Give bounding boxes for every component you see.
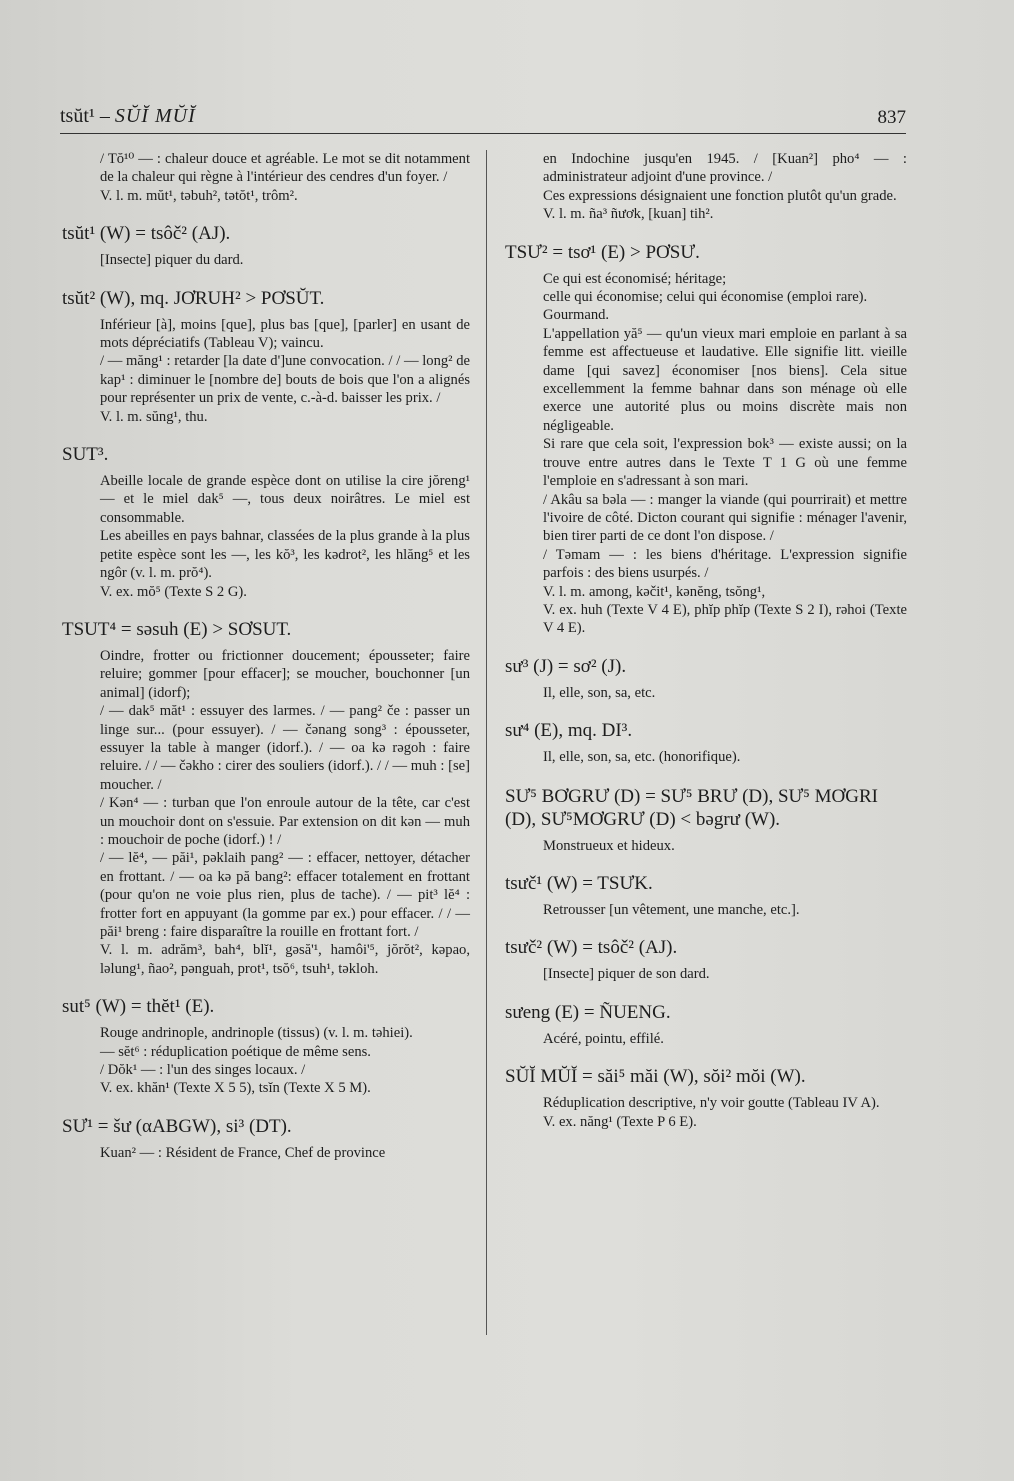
headword: TSUT⁴ = səsuh (E) > SƠSUT.: [62, 618, 292, 640]
definition-line: V. ex. huh (Texte V 4 E), phĭp phĭp (Texte S 2 I), rəhoi (Texte V 4 E).: [543, 601, 907, 637]
dictionary-entry: [62, 619, 470, 978]
definition-line: Il, elle, son, sa, etc. (honorifique).: [543, 749, 741, 766]
dictionary-entry: [505, 1002, 907, 1048]
dictionary-entry: [505, 873, 907, 919]
headword: SƯ⁵ BƠGRƯ (D) = SƯ⁵ BRƯ (D), SƯ⁵ MƠGRI (D), SƯ⁵MƠGRƯ (D) < bəgrư (W).: [505, 785, 878, 830]
definition-line: V. ex. mŏ⁵ (Texte S 2 G).: [100, 583, 247, 600]
definition-line: V. ex. khăn¹ (Texte X 5 5), tsĭn (Texte X 5 M).: [100, 1080, 371, 1097]
entry-line: / Tŏ¹⁰ — : chaleur douce et agréable. Le mot se dit notamment de la chaleur qui règne à l'intérieur des cendres d'un foyer. /: [100, 151, 470, 186]
definition-line: L'appellation yă⁵ — qu'un vieux mari emploie en parlant à sa femme est affectueuse et laudative. Elle signifie litt. vieille dame [qui savez] économiser [nos biens]. Cela situe excellemment la femme bahnar dans son ménage où elle exerce une autorité plus ou moins discrète mais non négligeable.: [543, 325, 907, 434]
headword: SUT³.: [62, 444, 109, 466]
entry-line: V. l. m. mŭt¹, təbuh², tətŏt¹, trôm².: [100, 187, 298, 204]
definition-line: Rouge andrinople, andrinople (tissus) (v. l. m. təhiei).: [100, 1025, 413, 1042]
dictionary-entry: [505, 720, 907, 766]
left-column: [62, 150, 470, 1180]
dictionary-entry: [505, 242, 907, 638]
entry-line: V. l. m. ña³ ñươk, [kuan] tih².: [543, 206, 714, 223]
dictionary-entry: [505, 656, 907, 702]
continued-entry: [505, 150, 907, 224]
definition-line: V. ex. năng¹ (Texte P 6 E).: [543, 1113, 697, 1130]
definition-line: celle qui économise; celui qui économise (emploi rare).: [543, 289, 868, 306]
headword: tsưč² (W) = tsôč² (AJ).: [505, 937, 678, 959]
definition-line: V. l. m. sŭng¹, thu.: [100, 408, 208, 425]
definition-line: Les abeilles en pays bahnar, classées de la plus grande à la plus petite espèce sont les —, les kŏ³, les kədrot², les hlăng⁵ et les ngôr (v. l. m. prŏ⁴).: [100, 528, 470, 582]
entry-line: Ces expressions désignaient une fonction plutôt qu'un grade.: [543, 187, 897, 204]
definition-line: / — măng¹ : retarder [la date d']une convocation. / / — long² de kap¹ : diminuer le [nombre de] bouts de bois que l'on a alignés pour représenter un prix de vente, c.-à-d. baisser les prix. /: [100, 353, 470, 407]
headword: sư³ (J) = sơ² (J).: [505, 655, 627, 677]
headword: tsưč¹ (W) = TSƯK.: [505, 872, 653, 894]
definition-line: [Insecte] piquer de son dard.: [543, 966, 710, 983]
definition-line: Inférieur [à], moins [que], plus bas [que], [parler] en usant de mots dépréciatifs (Tableau V); vaincu.: [100, 316, 470, 352]
entry-line: en Indochine jusqu'en 1945. / [Kuan²] pho⁴ — : administrateur adjoint d'une province. /: [543, 151, 907, 186]
definition-line: Monstrueux et hideux.: [543, 837, 675, 854]
dictionary-entry: [62, 223, 470, 269]
definition-line: Il, elle, son, sa, etc.: [543, 684, 656, 701]
definition-line: / Dŏk¹ — : l'un des singes locaux. /: [100, 1062, 306, 1079]
definition-line: V. l. m. adrăm³, bah⁴, blĭ¹, gəsă'¹, hamôi'⁵, jŏrŏt², kəpao, ləlung¹, ñao², pənguah, prot¹, tsŏ⁶, tsuh¹, təkloh.: [100, 942, 470, 977]
definition-line: V. l. m. among, kəčit¹, kənĕng, tsŏng¹,: [543, 583, 766, 600]
definition-line: Abeille locale de grande espèce dont on utilise la cire jŏreng¹ — et le miel dak⁵ —, tous deux noirâtres. Le miel est consommable.: [100, 473, 470, 526]
definition-line: Ce qui est économisé; héritage;: [543, 270, 727, 287]
headword: TSƯ² = tsơ¹ (E) > PƠSƯ.: [505, 241, 700, 263]
definition-line: Acéré, pointu, effilé.: [543, 1030, 664, 1047]
definition-line: Réduplication descriptive, n'y voir goutte (Tableau IV A).: [543, 1095, 880, 1112]
definition-line: / Təmam — : les biens d'héritage. L'expression signifie parfois : des biens usurpés. /: [543, 546, 907, 582]
headword: sư⁴ (E), mq. DI³.: [505, 720, 633, 742]
dictionary-entry: [505, 937, 907, 983]
definition-line: / Akâu sa bəla — : manger la viande (qui pourrirait) et mettre l'ivoire de côté. Dicton courant qui signifie : ménager l'avenir, bien tirer parti de ce dont l'on dispose. /: [543, 491, 907, 545]
headword: sưeng (E) = ÑUENG.: [505, 1001, 671, 1023]
dictionary-entry: [62, 288, 470, 426]
dictionary-entry: [505, 785, 907, 855]
definition-line: Retrousser [un vêtement, une manche, etc.].: [543, 901, 800, 918]
definition-line: Kuan² — : Résident de France, Chef de province: [100, 1144, 386, 1161]
page-header: [60, 101, 906, 134]
headword: tsŭt¹ (W) = tsôč² (AJ).: [62, 223, 231, 245]
headword: SƯ¹ = šư (αABGW), si³ (DT).: [62, 1115, 292, 1137]
definition-line: / — dak⁵ măt¹ : essuyer des larmes. / — pang² če : passer un linge sur... (pour essuyer). / — čənang song³ : épousseter, essuyer la table à manger (idorf.). / — oa kə rəgoh : faire reluire. / / — čəkho : cirer des souliers (idorf.). / / — muh : [se] moucher. /: [100, 703, 470, 793]
definition-line: Oindre, frotter ou frictionner doucement; épousseter; faire reluire; gommer [pour effacer]; se moucher, bouchonner [un animal] (idorf);: [100, 647, 470, 701]
column-divider: [486, 150, 487, 1335]
definition-line: Gourmand.: [543, 307, 610, 324]
headword: tsŭt² (W), mq. JƠRUH² > PƠSŬT.: [62, 287, 325, 309]
running-head-prefix: tsŭt¹ –: [60, 105, 110, 127]
dictionary-entry: [62, 1116, 470, 1162]
running-head: [60, 105, 196, 128]
headword: SŬĬ MŬĬ = săi⁵ măi (W), sŏi² mŏi (W).: [505, 1066, 806, 1088]
dictionary-entry: [62, 996, 470, 1098]
continued-entry: [62, 150, 470, 205]
definition-line: Si rare que cela soit, l'expression bok³ — existe aussi; on la trouve entre autres dans le Texte T 1 G où une femme l'emploie en s'adressant à son mari.: [543, 436, 907, 490]
right-column: [505, 150, 907, 1149]
definition-line: [Insecte] piquer du dard.: [100, 252, 244, 269]
definition-line: — sĕt⁶ : réduplication poétique de même sens.: [100, 1043, 371, 1060]
definition-line: / — lĕ⁴, — păi¹, pəklaih pang² — : effacer, nettoyer, détacher en frottant. / — oa kə pă bang²: effacer totalement en frottant (pour qu'on ne voie plus rien, plus de tache). / — pit³ lĕ⁴ : frotter fort en appuyant (la gomme par ex.) pour effacer. / / — păi¹ breng : faire disparaître la rouille en frottant fort. /: [100, 850, 470, 940]
running-head-word: SŬĬ MŬĬ: [114, 105, 196, 127]
dictionary-entry: [62, 444, 470, 601]
definition-line: / Kən⁴ — : turban que l'on enroule autour de la tête, car c'est un mouchoir dont on s'essuie. Par extension on dit kən — muh : mouchoir de poche (idorf.) ! /: [100, 795, 470, 848]
headword: sut⁵ (W) = thĕt¹ (E).: [62, 996, 215, 1018]
page-number: 837: [877, 107, 906, 128]
dictionary-entry: [505, 1066, 907, 1131]
